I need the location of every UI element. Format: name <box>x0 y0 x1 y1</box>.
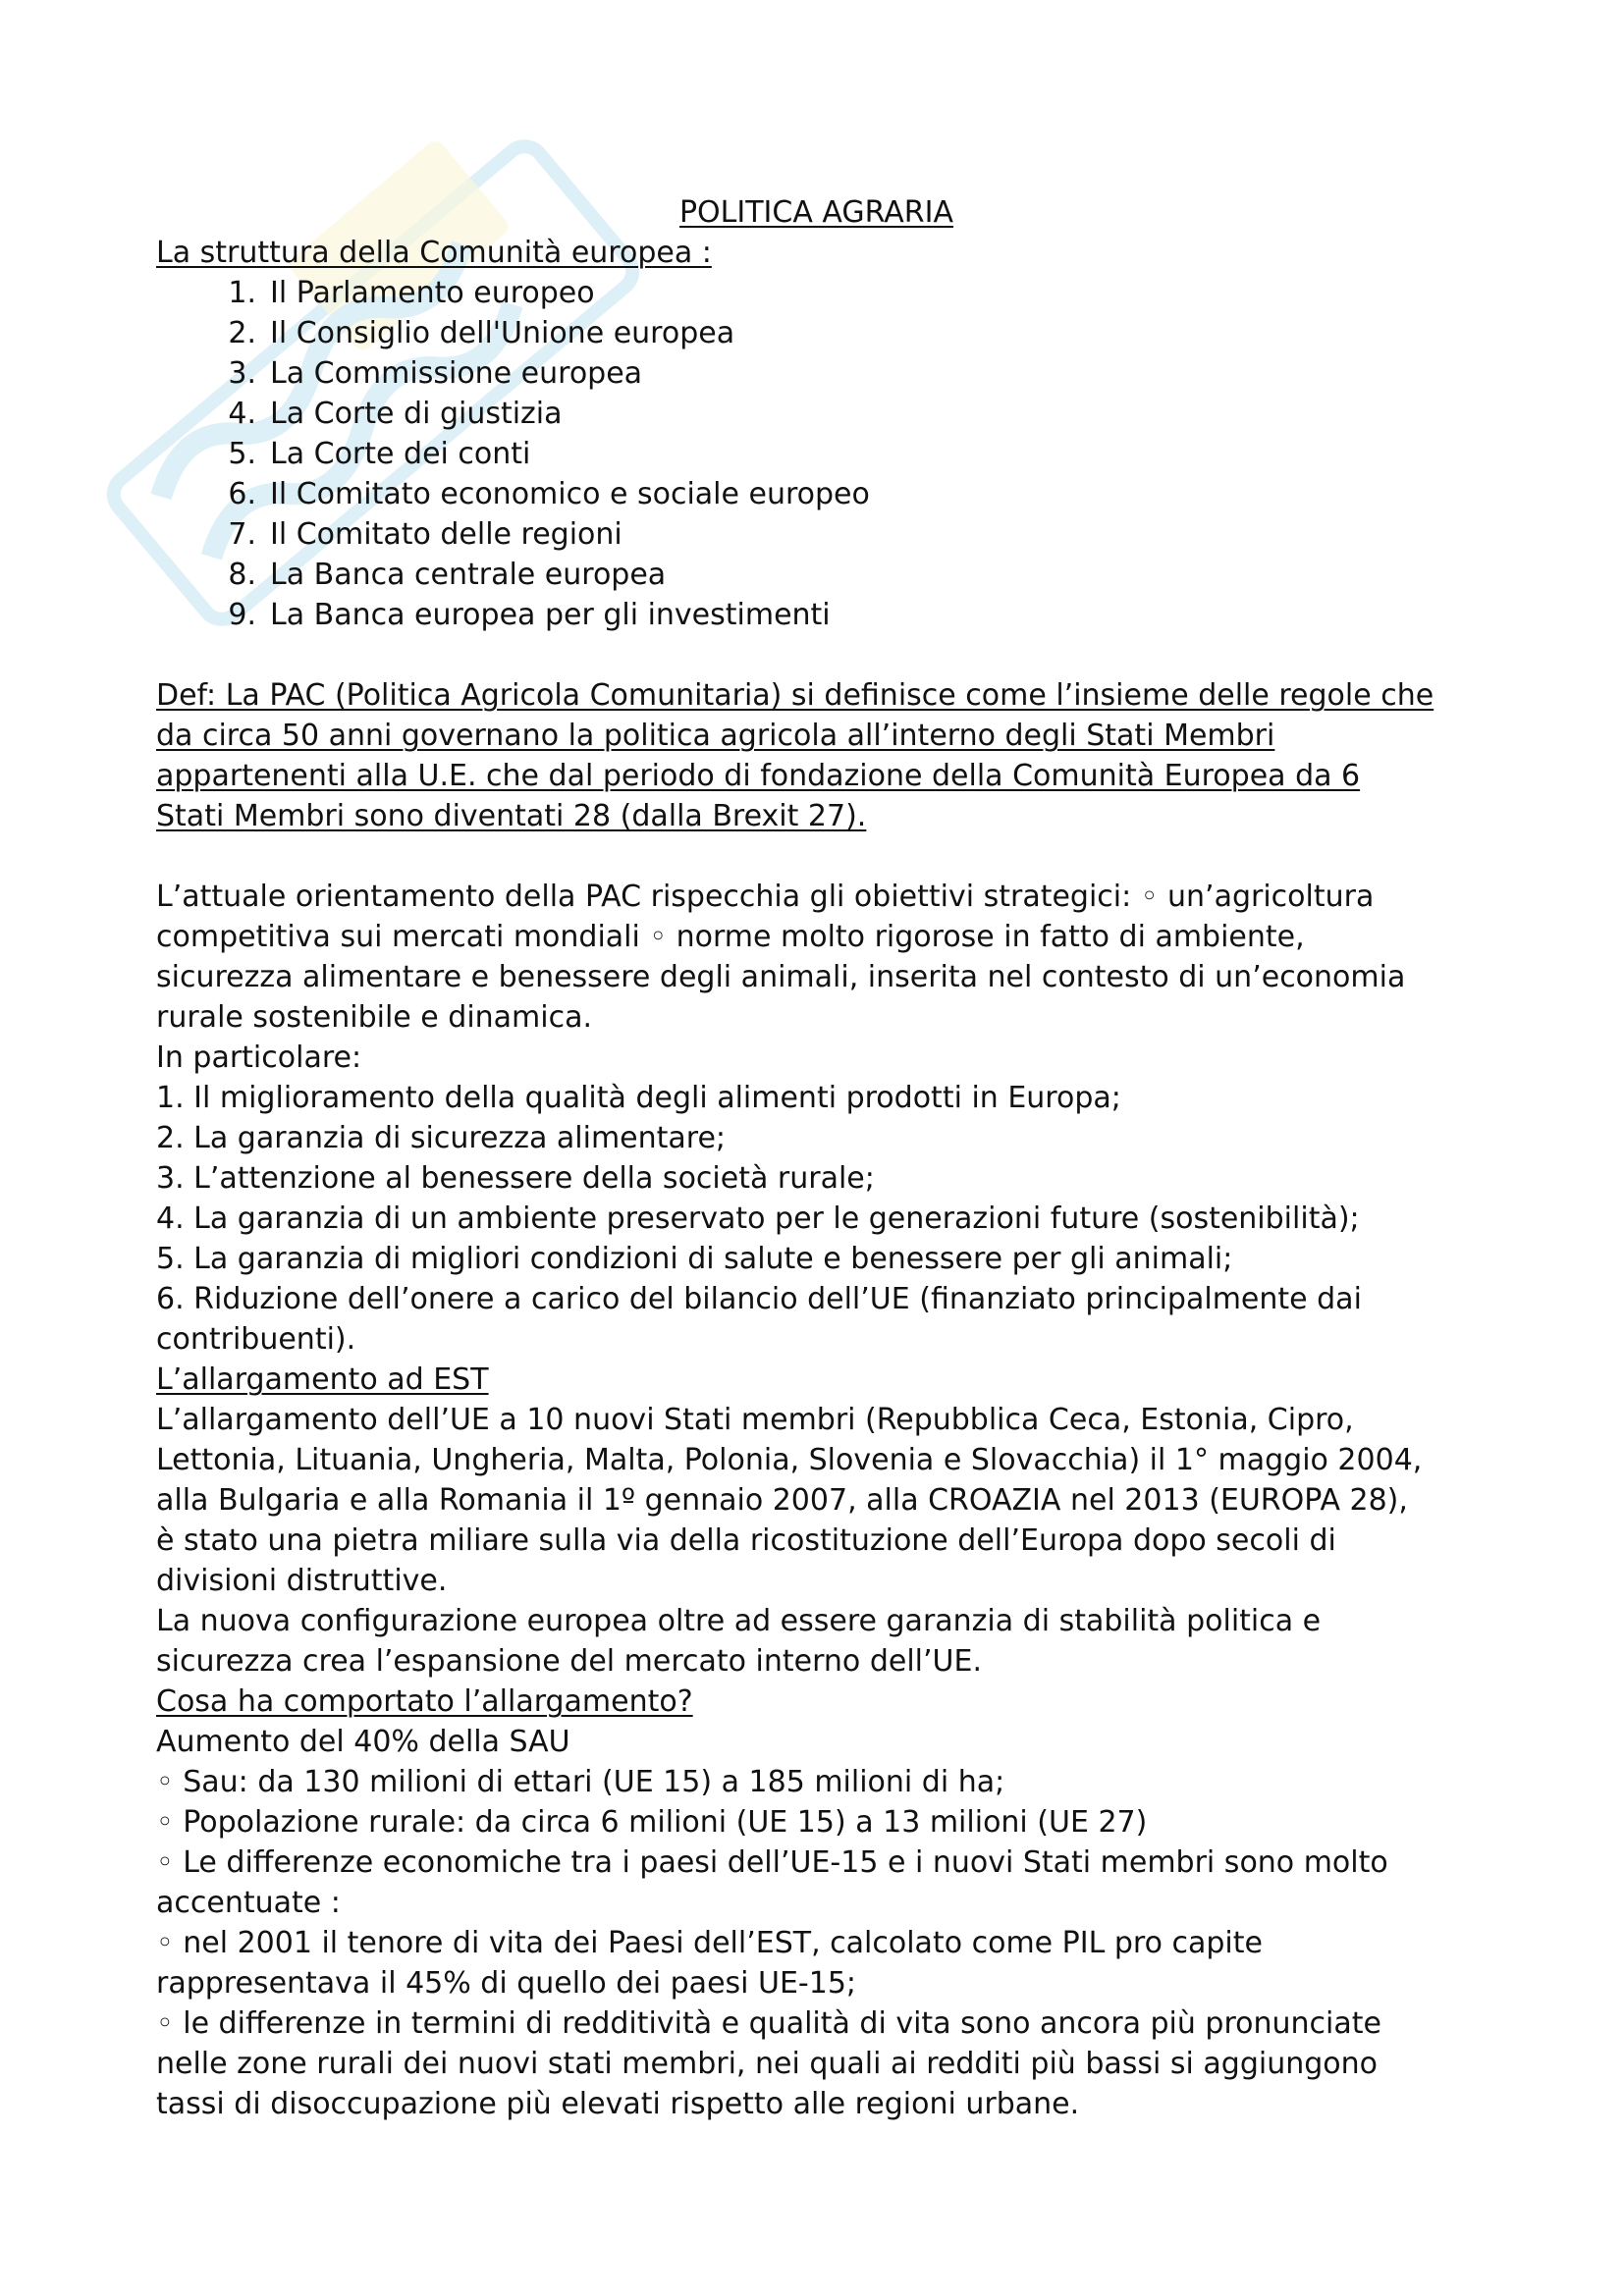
orientation-line: 6. Riduzione dell’onere a carico del bilancio dell’UE (finanziato principalmente dai <box>156 1282 1362 1316</box>
enlargement-line: è stato una pietra miliare sulla via della ricostituzione dell’Europa dopo secoli di <box>156 1523 1336 1558</box>
effects-section <box>156 1722 1491 2124</box>
effects-line: rappresentava il 45% di quello dei paesi UE-15; <box>156 1966 857 2001</box>
effects-line: accentuate : <box>156 1886 341 1920</box>
enlargement-line: alla Bulgaria e alla Romania il 1º gennaio 2007, alla CROAZIA nel 2013 (EUROPA 28), <box>156 1483 1408 1518</box>
list-item: 8. La Banca centrale europea <box>228 558 667 592</box>
orientation-line: 1. Il miglioramento della qualità degli alimenti prodotti in Europa; <box>156 1081 1121 1115</box>
effects-line: Aumento del 40% della SAU <box>156 1725 570 1759</box>
orientation-line: L’attuale orientamento della PAC rispecchia gli obiettivi strategici: ◦ un’agricoltura <box>156 880 1375 914</box>
definition-line: da circa 50 anni governano la politica agricola all’interno degli Stati Membri <box>156 719 1275 753</box>
effects-line: ◦ nel 2001 il tenore di vita dei Paesi dell’EST, calcolato come PIL pro capite <box>156 1926 1263 1960</box>
orientation-line: contribuenti). <box>156 1322 356 1357</box>
enlargement-line: L’allargamento dell’UE a 10 nuovi Stati membri (Repubblica Ceca, Estonia, Cipro, <box>156 1403 1354 1437</box>
orientation-line: 2. La garanzia di sicurezza alimentare; <box>156 1121 727 1155</box>
enlargement-line: Lettonia, Lituania, Ungheria, Malta, Polonia, Slovenia e Slovacchia) il 1° maggio 2004, <box>156 1443 1423 1477</box>
orientation-line: 4. La garanzia di un ambiente preservato per le generazioni future (sostenibilità); <box>156 1201 1360 1236</box>
effects-line: ◦ Popolazione rurale: da circa 6 milioni (UE 15) a 13 milioni (UE 27) <box>156 1805 1148 1840</box>
list-item: 5. La Corte dei conti <box>228 437 531 471</box>
orientation-line: competitiva sui mercati mondiali ◦ norme molto rigorose in fatto di ambiente, <box>156 920 1305 954</box>
structure-heading: La struttura della Comunità europea : <box>156 236 712 270</box>
list-item: 9. La Banca europea per gli investimenti <box>228 598 831 632</box>
institutions-list <box>156 273 1491 635</box>
list-item: 7. Il Comitato delle regioni <box>228 517 622 552</box>
definition-line: appartenenti alla U.E. che dal periodo di fondazione della Comunità Europea da 6 <box>156 759 1361 793</box>
enlargement-heading: L’allargamento ad EST <box>156 1362 489 1397</box>
effects-line: tassi di disoccupazione più elevati rispetto alle regioni urbane. <box>156 2087 1080 2121</box>
orientation-section <box>156 877 1491 1360</box>
orientation-line: sicurezza alimentare e benessere degli animali, inserita nel contesto di un’economia <box>156 960 1406 994</box>
list-item: 1. Il Parlamento europeo <box>228 276 595 310</box>
enlargement-line: sicurezza crea l’espansione del mercato interno dell’UE. <box>156 1644 982 1679</box>
definition-paragraph <box>156 675 1491 836</box>
list-item: 3. La Commissione europea <box>228 356 643 391</box>
orientation-line: rurale sostenibile e dinamica. <box>156 1000 593 1035</box>
effects-line: nelle zone rurali dei nuovi stati membri, nei quali ai redditi più bassi si aggiungono <box>156 2047 1379 2081</box>
definition-line: Def: La PAC (Politica Agricola Comunitaria) si definisce come l’insieme delle regole che <box>156 678 1434 713</box>
document-page <box>156 192 1491 2124</box>
orientation-line: 5. La garanzia di migliori condizioni di salute e benessere per gli animali; <box>156 1242 1233 1276</box>
effects-line: ◦ le differenze in termini di redditività e qualità di vita sono ancora più pronunciate <box>156 2006 1381 2041</box>
page-title <box>156 192 1477 233</box>
spacer <box>156 635 1491 675</box>
effects-line: ◦ Le differenze economiche tra i paesi dell’UE-15 e i nuovi Stati membri sono molto <box>156 1845 1388 1880</box>
spacer <box>156 836 1491 877</box>
definition-line: Stati Membri sono diventati 28 (dalla Brexit 27). <box>156 799 867 833</box>
effects-line: ◦ Sau: da 130 milioni di ettari (UE 15) a 185 milioni di ha; <box>156 1765 1005 1799</box>
title-text: POLITICA AGRARIA <box>678 195 954 230</box>
enlargement-line: divisioni distruttive. <box>156 1564 448 1598</box>
list-item: 6. Il Comitato economico e sociale europeo <box>228 477 870 511</box>
enlargement-line: La nuova configurazione europea oltre ad essere garanzia di stabilità politica e <box>156 1604 1322 1638</box>
list-item: 4. La Corte di giustizia <box>228 397 563 431</box>
orientation-line: 3. L’attenzione al benessere della società rurale; <box>156 1161 875 1196</box>
effects-heading: Cosa ha comportato l’allargamento? <box>156 1684 693 1719</box>
list-item: 2. Il Consiglio dell'Unione europea <box>228 316 735 350</box>
enlargement-section <box>156 1400 1491 1682</box>
orientation-line: In particolare: <box>156 1041 362 1075</box>
